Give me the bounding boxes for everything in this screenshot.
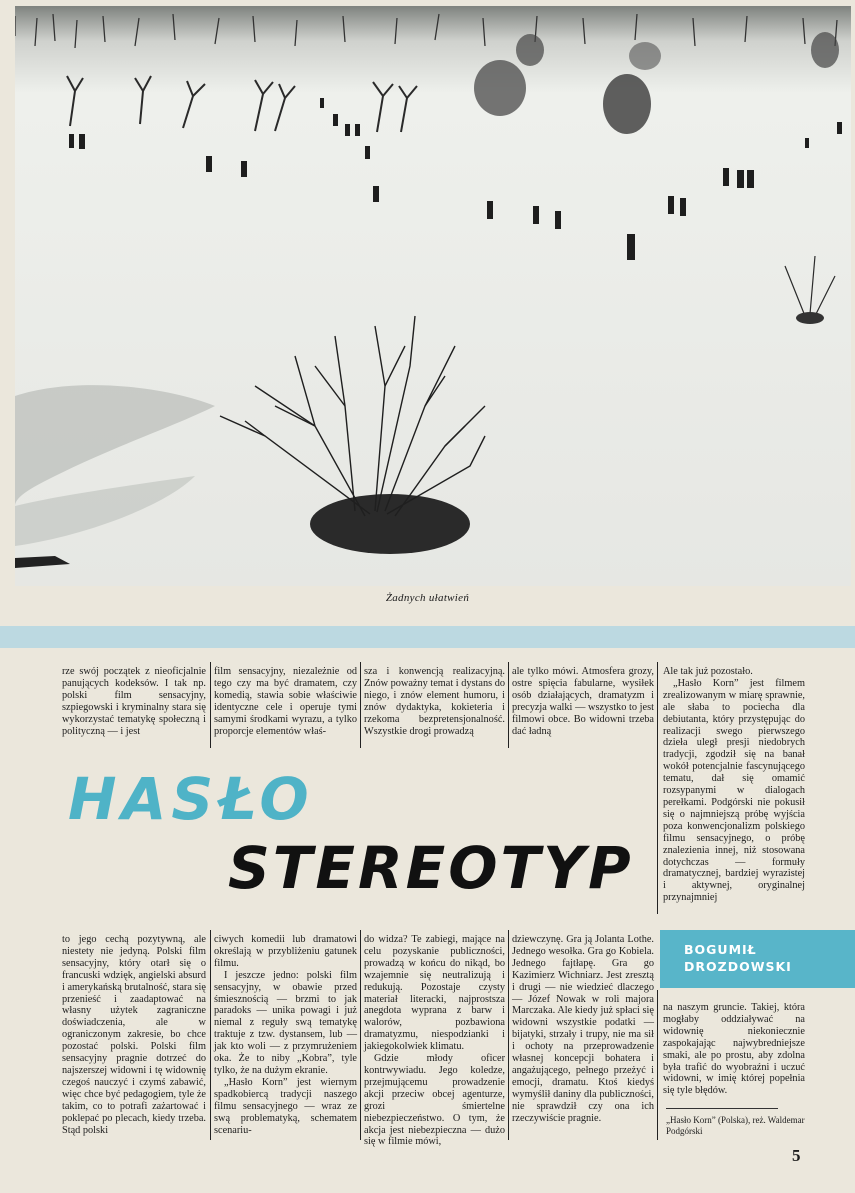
- column-rule: [508, 662, 509, 748]
- author-last-name: DROZDOWSKI: [684, 959, 792, 974]
- paragraph: do widza? Te zabiegi, mające na celu pozyskanie publiczności, prowadzą w końcu do nikąd, bo wzajemnie się neutralizują i redukują. Pozostaje czysty materiał literacki, najprostsza anegdota wyprana z barw i walorów, pozbawiona dramatyzmu, niespodzianki i jakiegokolwiek klimatu.: [364, 934, 505, 1053]
- paragraph: ciwych komedii lub dramatowi określają w przybliżeniu gatunek filmu.: [214, 934, 357, 969]
- winter-field-photo: [15, 6, 851, 586]
- column-bottom-2: [214, 934, 357, 1136]
- paragraph: Gdzie młody oficer kontrwywiadu. Jego koledze, przejmującemu prowadzenie akcji przeciw obcej agenturze, grozi śmiertelne niebezpieczeństwo. O tym, że akcja jest niebezpieczna — dużo się w filmie mówi,: [364, 1053, 505, 1148]
- headline-line-2: STEREOTYP: [228, 834, 634, 902]
- paragraph: „Hasło Korn” jest wiernym spadkobiercą tradycji naszego filmu sensacyjnego — wraz ze swą problematyką, schematem scenariu-: [214, 1076, 357, 1136]
- column-top-5: [663, 666, 805, 904]
- paragraph: „Hasło Korn” jest filmem zrealizowanym w miarę sprawnie, ale słaba to pociecha dla debiutanta, który przystępując do realizacji swego pierwszego dzieła uległ presji niedobrych tradycji, zgodził się na banał wokół potencjalnie fascynującego tematu, dał się omamić rozsypanymi w dialogach perełkami. Podgórski nie pokusił się o najmniejszą próbę wyjścia poza konwencjonalizm polskiego filmu sensacyjnego, o próbę znalezienia innej, niż stosowana dotychczas — formuły dramatycznej, bardziej wyrazistej i aktywnej, oryginalnej przynajmniej: [663, 677, 805, 904]
- paragraph: I jeszcze jedno: polski film sensacyjny, w obawie przed śmiesznością — brzmi to jak paradoks — unika powagi i już niemal z reguły swą tematykę traktuje z tzw. dystansem, lub — jak kto woli — z przymrużeniem oka. Że to niby „Kobra”, tyle tylko, że na dużym ekranie.: [214, 969, 357, 1076]
- column-rule: [657, 990, 658, 1140]
- column-bottom-1: to jego cechą pozytywną, ale niestety nie jedyną. Polski film sensacyjny, który otarł się o francuski wdzięk, angielski absurd i amerykańską brutalność, stara się przenieść i zaadaptować na własny użytek zagraniczne doświadczenia, ale w ograniczonym zakresie, bo chce pozostać polski. Polski film sensacyjny pragnie dotrzeć do najszerszej widowni i tę widownię czegoś nauczyć i czymś zabawić, więc chce być pedagogiem, tyle że takim, co to potrafi zażartować i poklepać po plecach, kiedy trzeba. Stąd polski: [62, 934, 206, 1136]
- column-rule: [360, 930, 361, 1140]
- headline-line-1: HASŁO: [68, 765, 314, 833]
- film-credit-footnote: „Hasło Korn” (Polska), reż. Waldemar Podgórski: [666, 1115, 805, 1136]
- decorative-band: [0, 626, 855, 648]
- column-rule: [210, 662, 211, 748]
- column-top-1: rze swój początek z nieoficjalnie panujących kodeksów. I tak np. polski film sensacyjny, szpiegowski i kryminalny stara się wykorzystać tematykę społeczną i polityczną — i jest: [62, 666, 206, 737]
- column-rule: [210, 930, 211, 1140]
- column-rule: [657, 662, 658, 914]
- column-top-4: ale tylko mówi. Atmosfera grozy, ostre spięcia fabularne, wysiłek osób działających, dramatyzm i precyzja walki — wszystko to jest filmowi obce. Bo widowni trzeba dać ładną: [512, 666, 654, 737]
- photo-caption: Żadnych ułatwień: [385, 592, 470, 604]
- paragraph: Ale tak już pozostało.: [663, 666, 753, 677]
- column-rule: [360, 662, 361, 748]
- footnote-rule: [666, 1108, 778, 1109]
- author-first-name: BOGUMIŁ: [684, 942, 757, 957]
- winter-field-illustration: [15, 6, 851, 586]
- column-bottom-5: na naszym gruncie. Takiej, która mogłaby oddziaływać na widownię niekoniecznie zaspokajając najwybredniejsze smaki, ale po prostu, aby zdolna była trafić do wyobraźni i uczuć widowni, w imię której popełnia się tyle błędów.: [663, 1002, 805, 1097]
- column-bottom-3: [364, 934, 505, 1148]
- author-box: [660, 930, 855, 988]
- page-number: 5: [792, 1146, 801, 1165]
- column-rule: [508, 930, 509, 1140]
- column-top-3: sza i konwencją realizacyjną. Znów poważny temat i dystans do niego, i znów element humoru, i znów dydaktyka, kokieteria i rzekoma bezpretensjonalność. Wszystkie drogi prowadzą: [364, 666, 505, 737]
- column-top-2: film sensacyjny, niezależnie od tego czy ma być dramatem, czy komedią, stawia sobie właściwie identyczne cele i operuje tymi samymi środkami wyrazu, a tylko proporcje elementów właś-: [214, 666, 357, 737]
- column-bottom-4: dziewczynę. Gra ją Jolanta Lothe. Jednego wesołka. Gra go Kobiela. Jednego fajtłapę. Gra go Kazimierz Wichniarz. Jest zresztą i drugi — nie wiedzieć dlaczego — Józef Nowak w roli majora Marczaka. Ale kiedy już spłaci się widowni wszystkie podatki — bijatyki, strzały i trupy, nie ma sił i ochoty na przeprowadzenie własnej koncepcji bohatera i angażującego, pełnego przeżyć i emocji, dramatu. Ktoś kiedyś wymyślił daniny dla publiczności, nie sprawdził czy ona ich rzeczywiście pragnie.: [512, 934, 654, 1124]
